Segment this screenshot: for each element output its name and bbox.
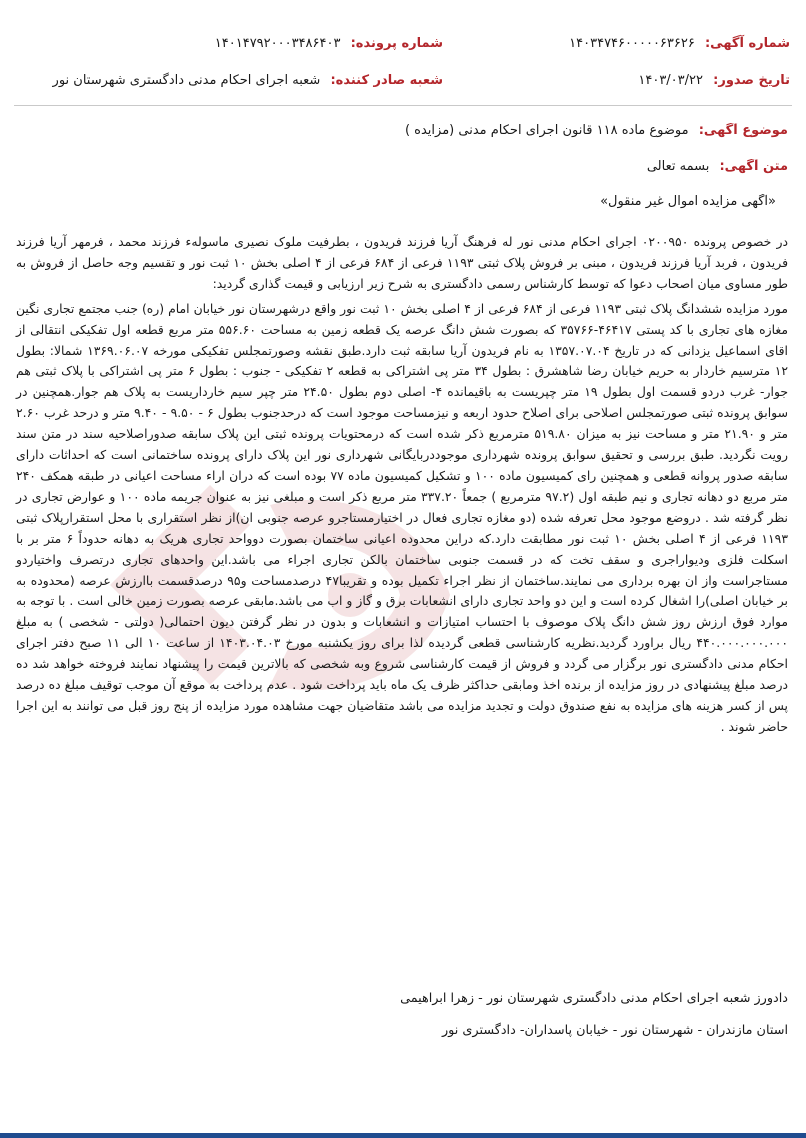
issuer-field bbox=[53, 73, 443, 88]
bottom-border-bar bbox=[0, 1133, 806, 1138]
issuer-value: شعبه اجرای احکام مدنی دادگستری شهرستان نور bbox=[52, 73, 321, 88]
notice-number-label: شماره آگهی: bbox=[704, 36, 790, 51]
case-number-field bbox=[215, 36, 443, 51]
text-header-row bbox=[18, 159, 788, 174]
notice-title bbox=[18, 194, 776, 209]
address-line: استان مازندران - شهرستان نور - خیابان پاسداران- دادگستری نور bbox=[441, 1023, 788, 1038]
case-number-label: شماره پرونده: bbox=[350, 36, 443, 51]
signature-line: دادورز شعبه اجرای احکام مدنی دادگستری شهرستان نور - زهرا ابراهیمی bbox=[400, 991, 788, 1006]
notice-body bbox=[16, 232, 788, 738]
text-header-value: بسمه تعالی bbox=[646, 159, 710, 174]
subject-row bbox=[18, 123, 788, 138]
subject-value: موضوع ماده ۱۱۸ قانون اجرای احکام مدنی (مزایده ) bbox=[404, 123, 689, 138]
notice-number-value: ۱۴۰۳۴۷۴۶۰۰۰۰۰۶۳۶۲۶ bbox=[569, 36, 695, 51]
subject-label: موضوع آگهی: bbox=[698, 123, 788, 138]
body-paragraph-intro: در خصوص پرونده ۰۲۰۰۹۵۰ اجرای احکام مدنی نور له فرهنگ آریا فرزند فریدون ، بطرفیت ملوک نصیری ماسوله‌ء فرزند محمد ، فرمهر آریا فرزند فریدون ، فربد آریا فرزند فریدون ، مبنی بر فروش پلاک ثبتی ۱۱۹۳ فرعی از ۶۸۴ فرعی از ۴ اصلی بخش ۱۰ ثبت نور و تقسیم وجه حاصل از فروش به طور مساوی میان اصحاب دعوا که توسط کارشناس رسمی دادگستری به شرح زیر ارزیابی و قیمت گذاری گردید: bbox=[16, 234, 788, 291]
issue-date-label: تاریخ صدور: bbox=[713, 73, 790, 88]
text-label: متن آگهی: bbox=[719, 159, 788, 174]
issue-date-value: ۱۴۰۳/۰۳/۲۲ bbox=[638, 73, 703, 88]
notice-title-text: «آگهی مزایده اموال غیر منقول» bbox=[600, 194, 776, 209]
header-divider bbox=[14, 105, 792, 106]
body-paragraph-details: مورد مزایده ششدانگ پلاک ثبتی ۱۱۹۳ فرعی از ۶۸۴ فرعی از ۴ اصلی بخش ۱۰ ثبت نور واقع درشهرستان نور خیابان امام (ره) جنب مجتمع تجاری نگین مغازه های تجاری با کد پستی ۴۶۴۱۷-۳۵۷۶۶ که بصورت شش دانگ عرصه یک قطعه زمین به مساحت ۵۵۶.۶۰ متر مربع قطعه اول تفکیکی انتقالی از اقای اسماعیل یزدانی که در تاریخ ۱۳۵۷.۰۷.۰۴ به نام فریدون آریا سابقه ثبت دارد.طبق نقشه وصورتمجلس تفکیکی مورخه ۱۳۶۹.۰۶.۰۷ شمالا: بطول ۱۲ مترسیم خاردار به حریم خیابان رضا شاهشرق : بطول ۳۴ متر پی اشتراکی به قطعه ۲ تفکیکی - جنوب : بطول ۶ متر پی اشتراکی با پلاک ثبتی هم جوار- غرب دردو قسمت اول بطول ۱۹ متر چپریست به باقیمانده ۴- اصلی دوم بطول ۲۴.۵۰ متر چپر سیم خارداریست به پلاک هم جوار.همچنین در سوابق پرونده ثبتی صورتمجلس اصلاحی برای اصلاح حدود اربعه و نیزمساحت موجود است که درحدجنوب بطول ۶ - ۹.۵۰ - ۹.۴۰ متر و درحد غرب ۲.۶۰ متر و ۲۱.۹۰ متر و مساحت نیز به میزان ۵۱۹.۸۰ مترمربع ذکر شده است که درمحتویات پرونده ثبتی این پلاک سابقه صدوراصلاحیه سند در متن سند رویت نگردید. طبق بررسی و تحقیق سوابق پرونده شهرداری موجوددربایگانی شهرداری نور این پلاک دارای پرونده ساختمانی است که احداثات دارای سابقه صدور پروانه قطعی و همچنین رای کمیسیون ماده ۱۰۰ و تشکیل کمیسیون ماده ۷۷ بوده است که دران اراء مساحت اعیانی در طبقه همکف ۲۴۰ متر مربع دو دهانه تجاری و نیم طبقه اول (۹۷.۲ مترمربع ) جمعاً ۳۳۷.۲۰ متر مربع ذکر است و مبلغی نیز به عنوان جریمه ماده ۱۰۰ و عوارض تجاری در نظر گرفته شد . دروضع موجود محل تعرفه شده (دو مغازه تجاری فعال در اختیارمستاجرو عرصه جنوبی ان)از نظر استقراری با محل استقرارپلاک ثبتی ۱۱۹۳ فرعی از ۴ اصلی بخش ۱۰ ثبت نور مطابقت دارد.که دراین محدوده اعیانی ساختمان بصورت دوواحد تجاری هریک به دهانه حدوداً ۶ متر بر با اسکلت فلزی ودیواراجری و سقف تخت که در قسمت جنوبی ساختمان بالکن تجاری اجراء می باشد.این واحدهای تجاری درتصرف واختیاردو مستاجراست واز ان بهره برداری می نمایند.ساختمان از نظر اجراء تکمیل بوده و تقریبا۴۷ درصدمساحت و۹۵ درصدقسمت باارزش عرصه (محدوده به بر خیابان اصلی)را اشغال کرده است و این دو واحد تجاری دارای انشعابات برق و گاز و اب می باشد.مابقی عرصه بصورت زمین خالی است . با توجه به موارد فوق ارزش روز شش دانگ پلاک موصوف با احتساب امتیازات و انشعابات و بدون در نظر گرفتن دیون احتمالی( دولتی - شخصی ) به مبلغ ۴۴۰.۰۰۰.۰۰۰.۰۰۰ ریال براورد گردید.نظریه کارشناسی قطعی گردیده لذا برای روز یکشنبه مورخ ۱۴۰۳.۰۴.۰۳ از ساعت ۱۰ الی ۱۱ صبح دفتر اجرای احکام مدنی دادگستری نور برگزار می گردد و فروش از قیمت کارشناسی شروع وبه شخصی که بالاترین قیمت را پیشنهاد نمایند فروخته خواهد شد ده درصد مبلغ پیشنهادی در روز مزایده از برنده اخذ ومابقی حداکثر ظرف یک ماه باید پرداخت شود . عدم پرداخت به موقع آن موجب توقیف مبلغ ده درصد پس از کسر هزینه های مزایده به نفع صندوق دولت و تجدید مزایده می باشد متقاضیان جهت مشاهده مورد مزایده از پنج روز قبل می توانند به این اجرا حاضر شوند . bbox=[16, 300, 789, 734]
case-number-value: ۱۴۰۱۴۷۹۲۰۰۰۳۴۸۶۴۰۳ bbox=[214, 36, 341, 51]
notice-number-field bbox=[569, 36, 790, 51]
issuer-label: شعبه صادر کننده: bbox=[330, 73, 443, 88]
issue-date-field bbox=[638, 73, 790, 88]
